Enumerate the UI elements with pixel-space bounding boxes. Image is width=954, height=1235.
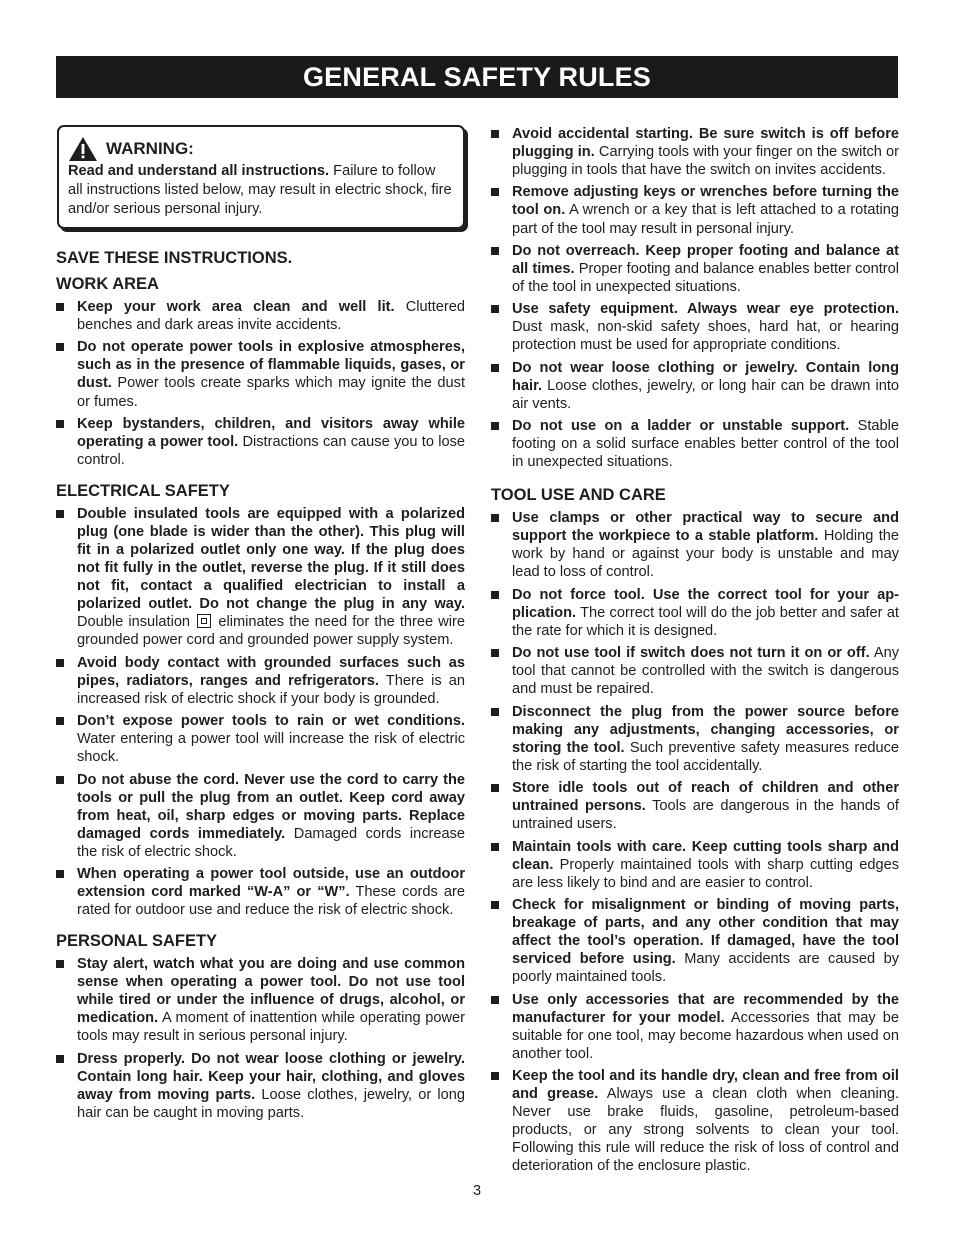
save-instructions: SAVE THESE INSTRUCTIONS. [56,249,293,267]
rule-bold: Do not force tool. Use the correct tool for your application. [512,586,899,621]
bullet-icon [56,960,64,968]
rule-text: Proper footing and balance enables better control of the tool in unexpected situations. [512,260,899,295]
rule-text: eliminates the need for the three wire grounded power cord and grounded power supply system. [77,614,466,649]
warning-triangle-icon [68,136,98,162]
electrical-safety-list [56,505,465,919]
section-title-work-area: WORK AREA [56,275,159,293]
rule-text: Holding the work by hand or against your body is unstable and may lead to loss of control. [512,528,899,581]
rule-text: Loose clothes, jewelry, or long hair can be drawn into air vents. [512,377,899,412]
section-title-tool-use: TOOL USE AND CARE [491,486,666,505]
list-item [56,712,465,766]
rule-bold: Do not wear loose clothing or jewelry. Contain long hair. [512,359,899,394]
rule-text: Loose clothes, jewelry, or long hair can be caught in moving parts. [77,1086,465,1121]
rule-bold: Use safety equipment. Always wear eye protection. [512,301,899,318]
bullet-icon [491,514,499,522]
warning-label: WARNING: [106,139,194,158]
rule-text: There is an increased risk of electric shock if your body is grounded. [77,672,465,707]
list-item [56,415,465,469]
rule-bold: Do not use on a ladder or unstable support. [512,418,850,435]
rule-bold: Dress properly. Do not wear loose clothing or jewelry. Contain long hair. Keep your hair, clothing, and gloves away from moving parts. [77,1050,465,1103]
rule-text: Distractions can cause you to lose control. [77,433,465,468]
rule-text: Power tools create sparks which may ignite the dust or fumes. [77,375,465,410]
rule-bold: Check for misalignment or binding of moving parts, breakage of parts, and any other condition that may affect the tool’s operation. If damaged, have the tool serviced before using. [512,897,899,968]
bullet-icon [56,776,64,784]
rule-bold: Don’t expose power tools to rain or wet conditions. [77,713,465,730]
bullet-icon [491,422,499,430]
list-item [491,300,899,354]
list-item [491,991,899,1063]
rule-bold: Avoid body contact with grounded surfaces such as pipes, radiators, ranges and refrigerators. [77,654,465,689]
bullet-icon [56,1055,64,1063]
section-title-electrical-safety: ELECTRICAL SAFETY [56,482,230,501]
list-item [491,183,899,237]
rule-text: Carrying tools with your finger on the switch or plugging in tools that have the switch on invites accidents. [512,144,899,179]
list-item [491,242,899,296]
bullet-icon [491,649,499,657]
list-item [56,338,465,410]
rule-text: Many accidents are caused by poorly maintained tools. [512,951,899,986]
list-item [56,771,465,861]
bullet-icon [56,420,64,428]
rule-text: Stable footing on a solid surface enables better control of the tool in unexpected situations. [512,418,900,471]
bullet-icon [491,188,499,196]
list-item [56,865,465,919]
rule-bold: Do not abuse the cord. Never use the cord to carry the tools or pull the plug from an outlet. Keep cord away from heat, oil, sharp edges or moving parts. Replace damaged cords immediately. [77,771,465,842]
rule-bold: Keep your work area clean and well lit. [77,299,395,315]
rule-bold: Use only accessories that are recommended by the manufacturer for your model. [512,991,899,1026]
left-column [56,125,465,1126]
rule-text: A moment of inattention while operating power tools may result in serious personal injury. [77,1010,465,1045]
bullet-icon [491,130,499,138]
rule-text: Cluttered benches and dark areas invite accidents. [77,299,465,334]
rule-bold: Keep the tool and its handle dry, clean and free from oil and grease. [512,1068,899,1103]
personal-safety-list-continued [491,125,899,471]
rule-bold: Store idle tools out of reach of children and other untrained persons. [512,780,899,815]
list-item [56,955,465,1045]
tool-use-list [491,509,899,1175]
rule-bold: When operating a power tool outside, use an outdoor extension cord marked “W-A” or “W”. [77,866,465,901]
list-item [491,644,899,698]
rule-bold: Do not overreach. Keep proper footing and balance at all times. [512,242,899,277]
list-item [491,509,899,581]
bullet-icon [491,305,499,313]
bullet-icon [56,303,64,311]
rule-bold: Double insulated tools are equipped with a polarized plug (one blade is wider than the other). This plug will fit in a polarized outlet only one way. If the plug does not fit fully in the outlet, reverse the plug. If it still does not fit, contact a qualified electrician to install a polarized outlet. Do not change the plug in any way. [77,506,465,613]
rule-text: Properly maintained tools with sharp cutting edges are less likely to bind and are easier to control. [512,856,899,891]
bullet-icon [491,843,499,851]
bullet-icon [491,996,499,1004]
bullet-icon [56,343,64,351]
bullet-icon [491,708,499,716]
page-title: GENERAL SAFETY RULES [56,56,898,98]
list-item [491,896,899,986]
rule-bold: Maintain tools with care. Keep cutting tools sharp and clean. [512,838,899,873]
list-item [491,586,899,640]
list-item [56,654,465,708]
bullet-icon [491,591,499,599]
list-item [56,298,465,334]
page-number: 3 [472,1183,482,1199]
list-item [491,838,899,892]
rule-text: The correct tool will do the job better and safer at the rate for which it is designed. [512,604,899,639]
rule-text: Such preventive safety measures reduce the risk of starting the tool accidentally. [512,739,899,774]
list-item [491,359,899,413]
section-title-personal-safety: PERSONAL SAFETY [56,932,218,951]
rule-bold: Do not use tool if switch does not turn it on or off. [512,645,870,662]
list-item [56,1050,465,1122]
rule-text: These cords are rated for outdoor use and reduce the risk of electric shock. [77,884,465,919]
rule-bold: Avoid accidental starting. Be sure switch is off before plugging in. [512,126,899,161]
rule-text: A wrench or a key that is left attached to a rotating part of the tool may result in personal injury. [512,202,899,237]
list-item [491,125,899,179]
warning-body: Failure to follow all instructions listed below, may result in electric shock, fire and/or serious personal injury. [68,163,452,217]
rule-text: Dust mask, non-skid safety shoes, hard hat, or hearing protection must be used for appropriate conditions. [512,319,899,354]
right-column [491,125,899,1180]
rule-text: Accessories that may be suitable for one tool, may become hazardous when used on another tool. [512,1009,899,1062]
list-item [56,505,465,649]
rule-text: Damaged cords increase the risk of electric shock. [77,825,465,860]
rule-text: Tools are dangerous in the hands of untrained users. [512,798,899,833]
list-item [491,417,899,471]
rule-text: Any tool that cannot be controlled with the switch is dangerous and must be repaired. [512,645,899,698]
warning-box [57,125,465,229]
bullet-icon [491,1072,499,1080]
personal-safety-list [56,955,465,1122]
rule-bold: Keep bystanders, children, and visitors away while operating a power tool. [77,415,465,450]
bullet-icon [491,784,499,792]
bullet-icon [491,364,499,372]
warning-heading [68,137,454,161]
list-item [491,779,899,833]
rule-text: Double insulation [77,614,191,631]
rule-text: Water entering a power tool will increase the risk of electric shock. [77,731,465,766]
work-area-list [56,298,465,469]
warning-text [68,162,454,219]
rule-bold: Disconnect the plug from the power source before making any adjustments, changing accessories, or storing the tool. [512,703,899,756]
list-item [491,1067,899,1175]
warning-lead: Read and understand all instructions. [68,163,330,179]
rule-bold: Use clamps or other practical way to secure and support the workpiece to a stable platform. [512,510,899,545]
list-item [491,703,899,775]
rule-bold: Remove adjusting keys or wrenches before turning the tool on. [512,184,899,219]
rule-bold: Stay alert, watch what you are doing and use common sense when operating a power tool. Do not use tool while tired or under the influence of drugs, alcohol, or medication. [77,956,465,1027]
bullet-icon [56,870,64,878]
bullet-icon [56,659,64,667]
rule-bold: Do not operate power tools in explosive atmospheres, such as in the presence of flammable liquids, gases, or dust. [77,339,465,392]
bullet-icon [491,901,499,909]
bullet-icon [56,717,64,725]
bullet-icon [56,510,64,518]
bullet-icon [491,247,499,255]
rule-text: Always use a clean cloth when cleaning. Never use brake fluids, gasoline, petroleum-based products, or any strong solvents to clean your tool. Following this rule will reduce the risk of loss of control and deterioration of the enclosure plastic. [512,1086,899,1175]
double-insulation-icon [197,614,211,628]
